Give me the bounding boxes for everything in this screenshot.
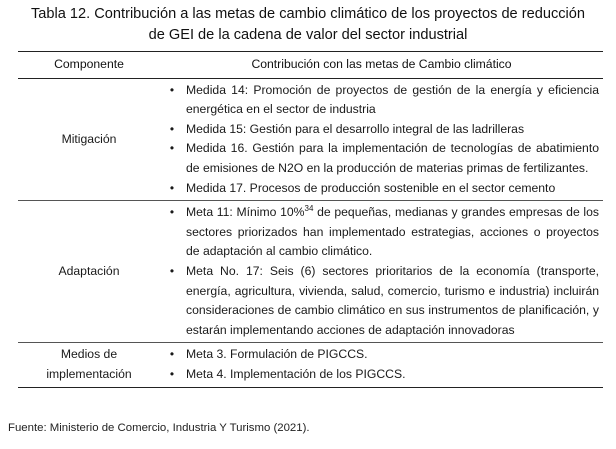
item-text-end: de pequeñas, medianas y grandes empresas de los sectores priorizados han implementado estrategias, acciones o proyectos de adaptación al cambio climático. [186,205,599,259]
list-item [160,345,603,365]
bullet-icon: • [169,121,175,136]
item-text: Medida 16. Gestión para la implementación de tecnologías de abatimiento de emisiones de N2O en la producción de materias primas de fertilizantes. [186,141,599,175]
source-note: Fuente: Ministerio de Comercio, Industria Y Turismo (2021). [8,422,310,434]
item-text: Meta No. 17: Seis (6) sectores prioritarios de la economía (transporte, energía, agricultura, vivienda, salud, comercio, turismo e industria) incluirán consideraciones de cambio climático en sus instrumentos de planificación, y estarán implementando acciones de adaptación innovadoras [186,263,599,337]
item-text: Meta 3. Formulación de PIGCCS. [186,347,368,362]
contribution-cell [160,78,603,201]
component-line-2: implementación [46,366,132,381]
component-line-1: Medios de [60,347,118,362]
bullet-icon: • [169,180,175,195]
list-item [160,81,603,120]
caption-line-1: Tabla 12. Contribución a las metas de cambio climático de los proyectos de reducción [30,6,586,22]
item-text [186,205,599,258]
component-adaptacion: Adaptación [18,201,160,343]
list-item [160,262,603,340]
table-header-row [18,52,603,79]
footnote-ref: 34 [304,204,314,214]
table-row-mitigacion [18,78,603,201]
bullet-icon: • [169,205,175,220]
list-item [160,139,603,178]
item-text: Medida 17. Procesos de producción sostenible en el sector cemento [186,180,556,195]
header-contribution: Contribución con las metas de Cambio climático [160,52,603,79]
item-text: Medida 14: Promoción de proyectos de gestión de la energía y eficiencia energética en el sector de industria [186,82,599,117]
contribution-cell [160,201,603,343]
list-item [160,365,603,385]
header-component: Componente [18,52,160,79]
item-text: Medida 15: Gestión para el desarrollo integral de las ladrilleras [186,121,525,136]
table-row-medios [18,343,603,387]
component-mitigacion: Mitigación [18,78,160,201]
component-medios-implementacion [18,343,160,387]
bullet-icon: • [169,141,175,156]
contribution-cell [160,343,603,387]
bullet-icon: • [169,366,175,381]
bullet-icon: • [169,82,175,97]
item-text: Meta 4. Implementación de los PIGCCS. [186,366,406,381]
item-text-start: Meta 11: Mínimo 10% [186,205,305,220]
list-item [160,120,603,140]
table-caption [8,4,608,46]
bullet-icon: • [169,263,175,278]
bullet-icon: • [169,347,175,362]
caption-line-2: de GEI de la cadena de valor del sector industrial [148,27,468,43]
list-item [160,179,603,199]
table-row-adaptacion [18,201,603,343]
climate-goals-table [18,51,603,388]
list-item [160,203,603,262]
